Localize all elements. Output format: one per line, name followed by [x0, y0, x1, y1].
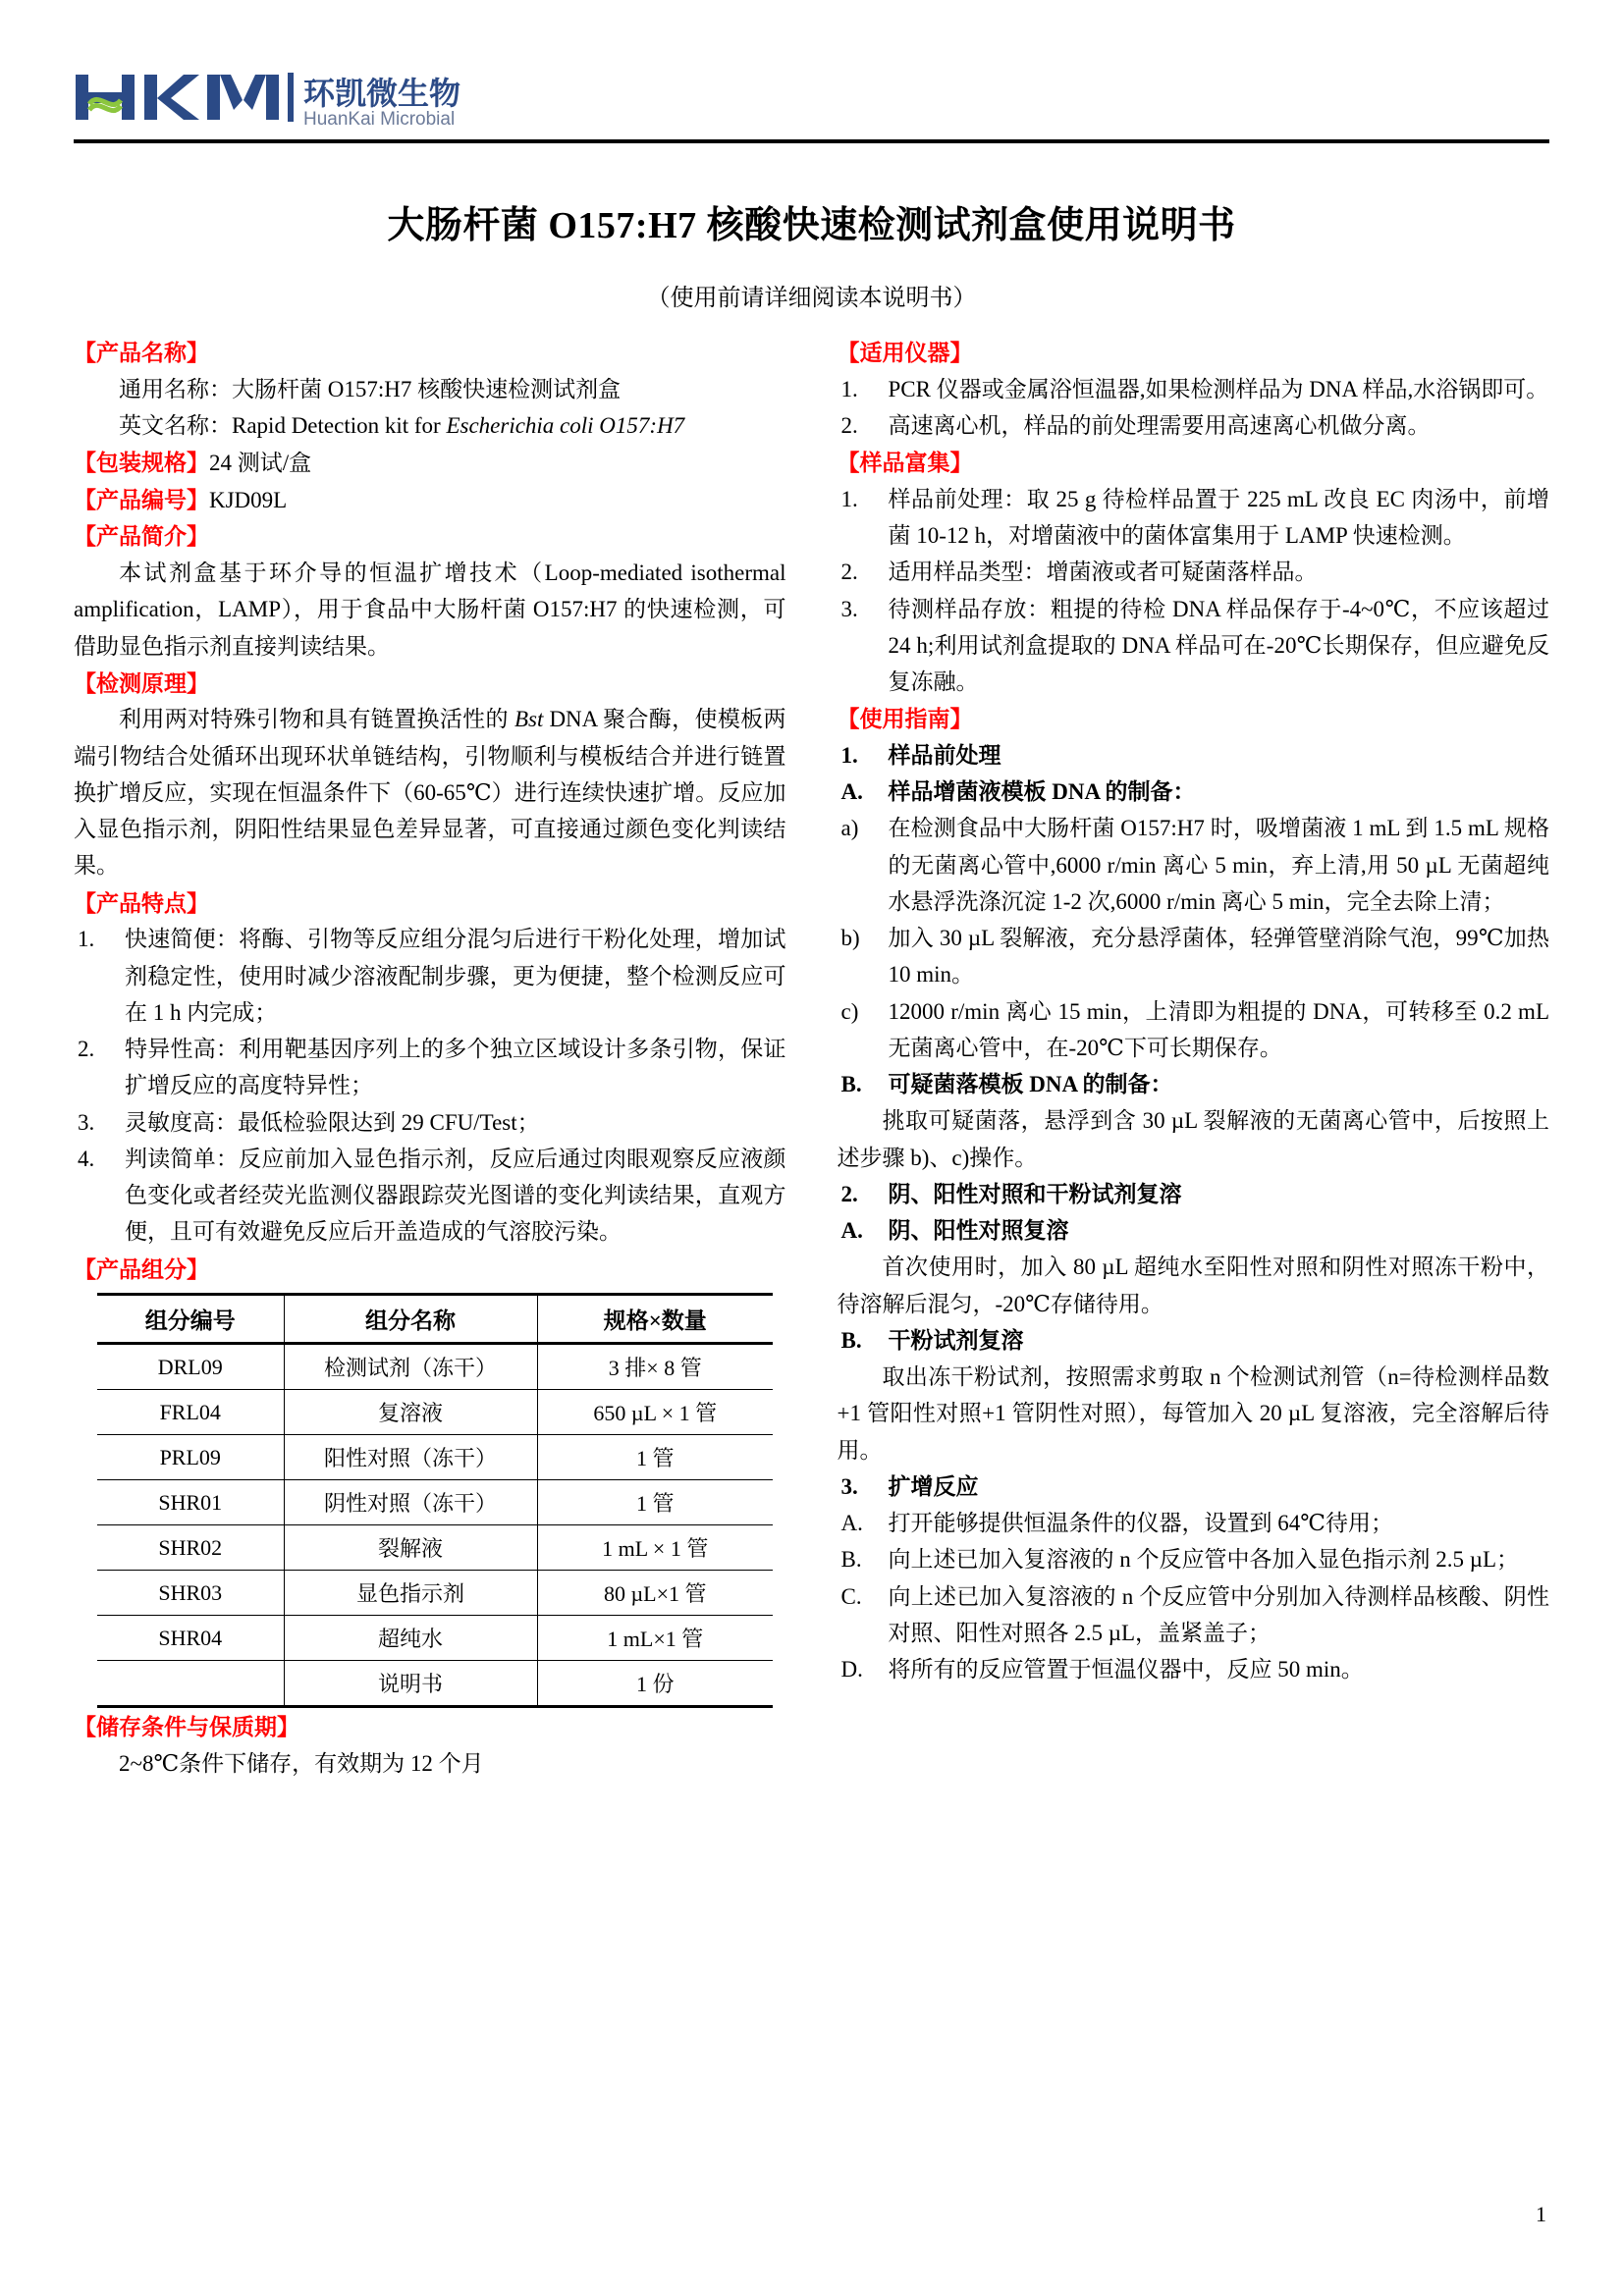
list-marker: 2.	[840, 560, 858, 585]
cell-code: SHR02	[97, 1525, 284, 1571]
table-row	[97, 1661, 773, 1707]
cell-spec: 80 µL×1 管	[537, 1571, 773, 1616]
list-marker: 4.	[78, 1146, 95, 1171]
list-text: 向上述已加入复溶液的 n 个反应管中分别加入待测样品核酸、阴性对照、阳性对照各 2.5 µL，盖紧盖子；	[888, 1583, 1549, 1645]
table-row	[97, 1525, 773, 1571]
list-marker: A.	[840, 1218, 863, 1244]
list-text: 可疑菌落模板 DNA 的制备：	[888, 1072, 1173, 1097]
list-marker: 1.	[840, 376, 858, 401]
body-columns	[0, 312, 1623, 1782]
page-title: 大肠杆菌 O157:H7 核酸快速检测试剂盒使用说明书	[387, 205, 1236, 246]
english-name-plain: Rapid Detection kit for	[232, 412, 447, 438]
principle-part1: 利用两对特殊引物和具有链置换活性的	[119, 707, 514, 732]
product-english-name	[74, 407, 786, 444]
table-row	[97, 1571, 773, 1616]
page-subtitle: （使用前请详细阅读本说明书）	[646, 286, 977, 311]
list-marker: B.	[840, 1327, 862, 1353]
list-text: 样品增菌液模板 DNA 的制备：	[888, 779, 1196, 805]
section-package-spec	[74, 446, 786, 481]
table-row	[97, 1390, 773, 1435]
cell-spec: 1 mL×1 管	[537, 1616, 773, 1661]
product-code-value: KJD09L	[209, 487, 288, 512]
cell-spec: 650 µL × 1 管	[537, 1390, 773, 1435]
header-divider	[74, 139, 1549, 143]
column-header-code: 组分编号	[97, 1295, 284, 1344]
list-item	[838, 993, 1550, 1067]
package-spec-value: 24 测试/盒	[209, 451, 312, 476]
product-generic-name	[74, 371, 786, 407]
section-guide-heading: 【使用指南】	[837, 706, 973, 732]
principle-bst: Bst	[514, 707, 544, 732]
guide-step-1	[838, 737, 1550, 774]
list-text: 扩增反应	[888, 1473, 979, 1499]
section-product-name-heading: 【产品名称】	[74, 340, 209, 365]
section-intro-heading: 【产品简介】	[74, 523, 209, 550]
table-row	[97, 1480, 773, 1525]
section-components-heading: 【产品组分】	[74, 1255, 209, 1282]
guide-step-2a	[838, 1212, 1550, 1249]
list-item	[74, 921, 786, 1031]
cell-name: 裂解液	[284, 1525, 537, 1571]
cell-code: SHR01	[97, 1480, 284, 1525]
cell-spec: 1 mL × 1 管	[537, 1525, 773, 1571]
principle-part2: DNA 聚合酶，使模板两端引物结合处循环出现环状单链结构，引物顺利与模板结合并进行链置换扩增反应，实现在恒温条件下（60-65℃）进行连续快速扩增。反应加入显色指示剂，阴阳性结果显色差异显著，可直接通过颜色变化判读结果。	[74, 707, 786, 879]
guide-step-2a-body: 首次使用时，加入 80 µL 超纯水至阳性对照和阴性对照冻干粉中，待溶解后混匀，-20℃存储待用。	[837, 1255, 1549, 1316]
list-marker: B.	[840, 1072, 862, 1097]
list-text: 快速简便：将酶、引物等反应组分混匀后进行干粉化处理，增加试剂稳定性，使用时减少溶液配制步骤，更为便捷，整个检测反应可在 1 h 内完成；	[125, 927, 786, 1025]
section-principle-heading: 【检测原理】	[74, 669, 209, 696]
list-marker: D.	[840, 1657, 863, 1682]
table-header-row	[97, 1295, 773, 1344]
list-marker: b)	[840, 926, 860, 951]
list-marker: 2.	[78, 1037, 95, 1062]
cell-name: 显色指示剂	[284, 1571, 537, 1616]
package-spec-heading: 【包装规格】	[74, 450, 209, 476]
cell-spec: 1 管	[537, 1480, 773, 1525]
list-text: 特异性高：利用靶基因序列上的多个独立区域设计多条引物，保证扩增反应的高度特异性；	[125, 1037, 786, 1098]
page-number: 1	[1536, 2202, 1546, 2226]
list-marker: A.	[840, 1511, 863, 1536]
english-name-label: 英文名称：	[119, 412, 232, 438]
list-text: 阴、阳性对照复溶	[888, 1218, 1069, 1244]
list-item	[838, 1505, 1550, 1541]
cell-name: 阳性对照（冻干）	[284, 1435, 537, 1480]
list-item	[74, 1031, 786, 1104]
list-marker: C.	[840, 1583, 862, 1609]
guide-step-2	[838, 1176, 1550, 1212]
company-logo	[74, 61, 1549, 130]
section-instruments-heading: 【适用仪器】	[837, 340, 973, 365]
document-header	[0, 0, 1623, 143]
list-marker: B.	[840, 1547, 862, 1573]
list-text: 高速离心机，样品的前处理需要用高速离心机做分离。	[888, 412, 1431, 438]
list-item	[838, 407, 1550, 444]
list-item	[838, 920, 1550, 993]
list-marker: c)	[840, 998, 859, 1024]
list-item	[838, 554, 1550, 590]
list-text: 在检测食品中大肠杆菌 O157:H7 时，吸增菌液 1 mL 到 1.5 mL 规格的无菌离心管中,6000 r/min 离心 5 min，弃上清,用 50 µL 无菌超纯水悬浮洗涤沉淀 1-2 次,6000 r/min 离心 5 min，完全去除上清；	[888, 816, 1549, 914]
list-text: 样品前处理	[888, 742, 1001, 768]
cell-name: 超纯水	[284, 1616, 537, 1661]
guide-step-1b	[838, 1066, 1550, 1102]
svg-text:HuanKai Microbial: HuanKai Microbial	[303, 109, 456, 130]
guide-step-2b-body: 取出冻干粉试剂，按照需求剪取 n 个检测试剂管（n=待检测样品数+1 管阳性对照+1 管阴性对照），每管加入 20 µL 复溶液，完全溶解后待用。	[837, 1364, 1549, 1463]
list-text: 干粉试剂复溶	[888, 1327, 1024, 1353]
section-enrichment-heading: 【样品富集】	[837, 450, 973, 476]
cell-spec: 1 份	[537, 1661, 773, 1707]
list-marker: a)	[840, 816, 859, 841]
generic-name-value: 大肠杆菌 O157:H7 核酸快速检测试剂盒	[232, 376, 622, 401]
list-marker: 1.	[78, 927, 95, 952]
list-text: 加入 30 µL 裂解液，充分悬浮菌体，轻弹管壁消除气泡，99℃加热 10 min。	[888, 926, 1549, 988]
intro-text: 本试剂盒基于环介导的恒温扩增技术（Loop-mediated isothermal amplification，LAMP），用于食品中大肠杆菌 O157:H7 的快速检测，可借助显色指示剂直接判读结果。	[74, 561, 786, 659]
cell-code: SHR04	[97, 1616, 284, 1661]
svg-text:环凯微生物: 环凯微生物	[303, 76, 461, 111]
right-column	[838, 334, 1550, 1782]
list-item	[838, 1578, 1550, 1652]
list-marker: 2.	[840, 412, 858, 438]
list-item	[838, 371, 1550, 407]
list-item	[74, 1104, 786, 1141]
list-text: 样品前处理：取 25 g 待检样品置于 225 mL 改良 EC 肉汤中，前增菌 10-12 h，对增菌液中的菌体富集用于 LAMP 快速检测。	[888, 486, 1549, 549]
cell-name: 阴性对照（冻干）	[284, 1480, 537, 1525]
cell-code: DRL09	[97, 1344, 284, 1390]
cell-name: 复溶液	[284, 1390, 537, 1435]
cell-code: SHR03	[97, 1571, 284, 1616]
list-text: 将所有的反应管置于恒温仪器中，反应 50 min。	[888, 1657, 1364, 1682]
column-header-name: 组分名称	[284, 1295, 537, 1344]
list-text: 向上述已加入复溶液的 n 个反应管中各加入显色指示剂 2.5 µL；	[888, 1547, 1520, 1573]
column-header-spec: 规格×数量	[537, 1295, 773, 1344]
table-row	[97, 1344, 773, 1390]
list-marker: 1.	[840, 742, 858, 768]
generic-name-label: 通用名称：	[119, 376, 232, 401]
english-name-species: Escherichia coli O157:H7	[446, 412, 685, 438]
list-text: 阴、阳性对照和干粉试剂复溶	[888, 1181, 1182, 1206]
table-row	[97, 1616, 773, 1661]
list-marker: 3.	[78, 1109, 95, 1135]
list-item	[838, 481, 1550, 555]
list-item	[838, 1541, 1550, 1577]
cell-spec: 3 排× 8 管	[537, 1344, 773, 1390]
product-code-heading: 【产品编号】	[74, 486, 209, 512]
list-text: 灵敏度高：最低检验限达到 29 CFU/Test；	[125, 1109, 540, 1135]
section-storage-heading: 【储存条件与保质期】	[74, 1714, 299, 1740]
list-marker: 3.	[840, 596, 858, 621]
list-marker: 3.	[840, 1473, 858, 1499]
components-table	[97, 1293, 773, 1708]
guide-step-1a	[838, 774, 1550, 810]
cell-spec: 1 管	[537, 1435, 773, 1480]
list-text: 待测样品存放：粗提的待检 DNA 样品保存于-4~0℃，不应该超过 24 h;利用试剂盒提取的 DNA 样品可在-20℃长期保存，但应避免反复冻融。	[888, 596, 1549, 695]
cell-code: PRL09	[97, 1435, 284, 1480]
list-item	[74, 1141, 786, 1251]
guide-step-2b	[838, 1322, 1550, 1359]
hkm-logo-icon	[74, 69, 506, 130]
principle-text	[74, 701, 786, 883]
cell-name: 说明书	[284, 1661, 537, 1707]
list-text: 适用样品类型：增菌液或者可疑菌落样品。	[888, 560, 1318, 585]
cell-code: FRL04	[97, 1390, 284, 1435]
cell-name: 检测试剂（冻干）	[284, 1344, 537, 1390]
left-column	[74, 334, 786, 1782]
guide-step-1b-body: 挑取可疑菌落，悬浮到含 30 µL 裂解液的无菌离心管中，后按照上述步骤 b)、c)操作。	[837, 1108, 1549, 1170]
list-item	[838, 1651, 1550, 1687]
list-item	[838, 591, 1550, 701]
section-product-code	[74, 483, 786, 518]
list-text: 判读简单：反应前加入显色指示剂，反应后通过肉眼观察反应液颜色变化或者经荧光监测仪器跟踪荧光图谱的变化判读结果，直观方便，且可有效避免反应后开盖造成的气溶胶污染。	[125, 1146, 786, 1245]
cell-code	[97, 1661, 284, 1707]
list-text: 打开能够提供恒温条件的仪器，设置到 64℃待用；	[888, 1511, 1393, 1536]
storage-text: 2~8℃条件下储存，有效期为 12 个月	[119, 1750, 484, 1776]
list-marker: A.	[840, 779, 863, 805]
list-text: PCR 仪器或金属浴恒温器,如果检测样品为 DNA 样品,水浴锅即可。	[888, 376, 1549, 401]
guide-step-3	[838, 1468, 1550, 1505]
list-marker: 2.	[840, 1181, 858, 1206]
list-text: 12000 r/min 离心 15 min，上清即为粗提的 DNA，可转移至 0.2 mL 无菌离心管中，在-20℃下可长期保存。	[888, 998, 1549, 1060]
table-row	[97, 1435, 773, 1480]
list-marker: 1.	[840, 486, 858, 511]
section-features-heading: 【产品特点】	[74, 889, 209, 916]
list-item	[838, 810, 1550, 920]
